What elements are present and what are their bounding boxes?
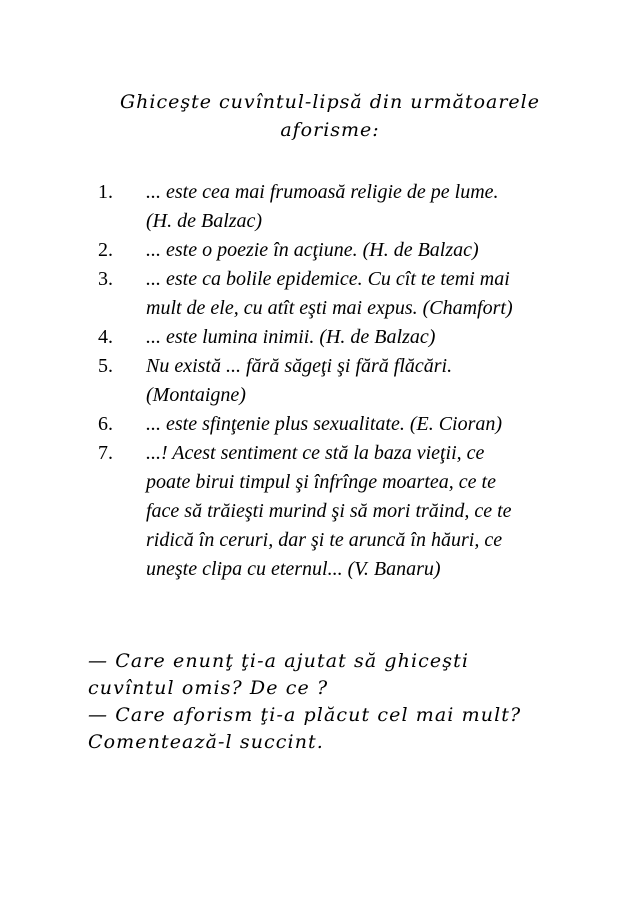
item-text: Nu există ... fără săgeţi şi fără flăcări.: [146, 355, 453, 377]
title-line-1: Ghiceşte cuvîntul-lipsă din următoarele: [119, 91, 540, 113]
question-line: Comentează-l succint.: [88, 731, 324, 753]
list-item: [98, 323, 608, 352]
item-text: ... este o poezie în acţiune. (H. de Balzac): [146, 239, 479, 261]
list-item: [98, 236, 608, 265]
item-text: uneşte clipa cu eternul... (V. Banaru): [146, 558, 441, 580]
item-number: 2.: [98, 239, 113, 261]
item-text: (Montaigne): [146, 384, 246, 406]
item-number: 5.: [98, 355, 113, 377]
discussion-questions: [88, 648, 618, 756]
list-item: [98, 439, 608, 584]
question-line: cuvîntul omis? De ce ?: [88, 677, 329, 699]
item-text: ... este ca bolile epidemice. Cu cît te temi mai: [146, 268, 510, 290]
item-text: ... este sfinţenie plus sexualitate. (E. Cioran): [146, 413, 503, 435]
item-text: mult de ele, cu atît eşti mai expus. (Chamfort): [146, 297, 513, 319]
item-number: 1.: [98, 181, 113, 203]
item-text: face să trăieşti murind şi să mori trăind, ce te: [146, 500, 512, 522]
aphorism-list: [98, 178, 608, 584]
item-text: poate birui timpul şi înfrînge moartea, ce te: [146, 471, 496, 493]
item-text: ... este lumina inimii. (H. de Balzac): [146, 326, 436, 348]
item-number: 6.: [98, 413, 113, 435]
title-line-2: aforisme:: [280, 119, 380, 141]
list-item: [98, 265, 608, 323]
item-text: ...! Acest sentiment ce stă la baza vieţii, ce: [146, 442, 485, 464]
item-text: (H. de Balzac): [146, 210, 263, 232]
item-text: ... este cea mai frumoasă religie de pe lume.: [146, 181, 499, 203]
list-item: [98, 352, 608, 410]
list-item: [98, 178, 608, 236]
item-number: 7.: [98, 442, 113, 464]
list-item: [98, 410, 608, 439]
item-text: ridică în ceruri, dar şi te aruncă în hăuri, ce: [146, 529, 503, 551]
item-number: 4.: [98, 326, 113, 348]
item-number: 3.: [98, 268, 113, 290]
page-title: [70, 88, 590, 144]
question-line: — Care enunţ ţi-a ajutat să ghiceşti: [88, 650, 470, 672]
question-line: — Care aforism ţi-a plăcut cel mai mult?: [88, 704, 522, 726]
